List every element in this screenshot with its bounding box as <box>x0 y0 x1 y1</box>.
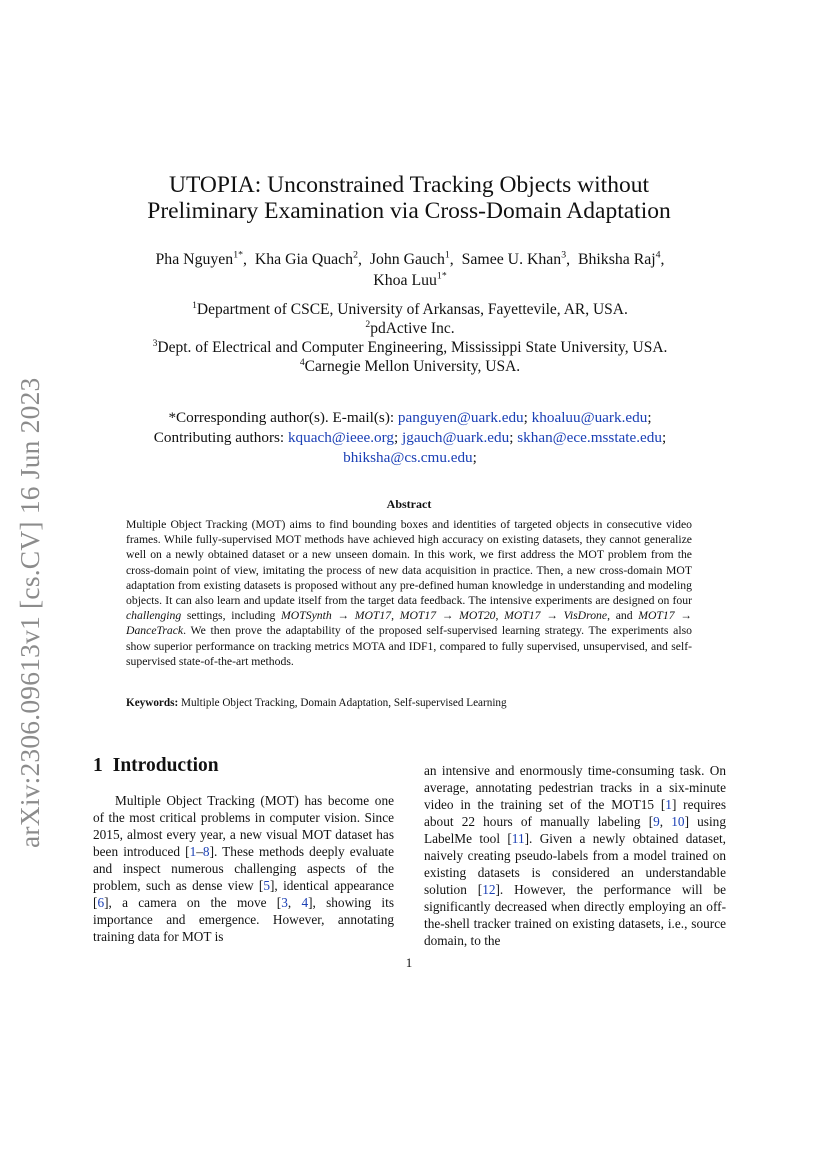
email-link[interactable]: khoaluu@uark.edu <box>531 409 648 426</box>
contact-emails <box>90 408 730 468</box>
citation-link[interactable]: 11 <box>511 831 525 846</box>
citation-link[interactable]: 4 <box>301 895 309 910</box>
corresponding-authors: *Corresponding author(s). E-mail(s): panguyen@uark.edu; khoaluu@uark.edu; <box>168 409 652 426</box>
citation-link[interactable]: 5 <box>263 878 270 893</box>
intro-right-column: an intensive and enormously time-consuming task. On average, annotating pedestrian tracks in a six-minute video in the training set of the MOT15 [1] requires about 22 hours of manually labeling [9, 10] using LabelMe tool [11]. Given a newly obtained dataset, naively creating pseudo-labels from a model trained on existing datasets is considered an understandable solution [12]. However, the performance will be significantly decreased when directly employing an off-the-shell tracker trained on existing datasets, i.e., source domain, to the <box>424 763 727 948</box>
citation-link[interactable]: 6 <box>97 895 105 910</box>
section-heading: 1 Introduction <box>93 755 219 776</box>
keywords: Keywords: Multiple Object Tracking, Domain Adaptation, Self-supervised Learning <box>126 697 507 709</box>
email-link[interactable]: jgauch@uark.edu <box>402 429 510 446</box>
author: Kha Gia Quach$^2$ <box>254 249 358 268</box>
page-number: 1 <box>405 955 413 970</box>
email-link[interactable]: skhan@ece.msstate.edu <box>517 429 662 446</box>
citation-link[interactable]: 12 <box>482 882 496 897</box>
abstract-heading: Abstract <box>386 497 432 511</box>
email-link[interactable]: bhiksha@cs.cmu.edu <box>343 449 473 466</box>
affiliation: $^3$Dept. of Electrical and Computer Engineering, Mississippi State University, USA. <box>152 337 668 356</box>
affiliation: $^4$Carnegie Mellon University, USA. <box>299 356 521 375</box>
affiliation: $^2$pdActive Inc. <box>365 318 455 337</box>
citation-link[interactable]: 10 <box>671 814 685 829</box>
email-link[interactable]: panguyen@uark.edu <box>397 409 524 426</box>
arxiv-identifier: arXiv:2306.09613v1 [cs.CV] 16 Jun 2023 <box>14 377 45 848</box>
citation-link[interactable]: 9 <box>653 814 660 829</box>
abstract-body: Multiple Object Tracking (MOT) aims to find bounding boxes and identities of targeted objects in consecutive video frames. While fully-supervised MOT methods have achieved high accuracy on existing datasets, they cannot generalize well on a newly obtained dataset or a new unseen domain. In this work, we first address the MOT problem from the cross-domain point of view, imitating the process of new data acquisition in practice. Then, a new cross-domain MOT adaptation from existing datasets is proposed without any pre-defined human knowledge in understanding and modeling objects. It can also learn and update itself from the target data feedback. The intensive experiments are designed on four challenging settings, including MOTSynth → MOT17, MOT17 → MOT20, MOT17 → VisDrone, and MOT17 → DanceTrack. We then prove the adaptability of the proposed self-supervised learning strategy. The experiments also show superior performance on tracking metrics MOTA and IDF1, compared to fully supervised, unsupervised, and self-supervised state-of-the-art methods. <box>126 518 692 668</box>
author: Samee U. Khan$^3$ <box>461 249 567 268</box>
author: Bhiksha Raj$^4$ <box>577 249 661 268</box>
author: Pha Nguyen$^{1*}$ <box>155 249 243 268</box>
citation-link[interactable]: 8 <box>202 844 210 859</box>
contributing-authors-cont: bhiksha@cs.cmu.edu; <box>343 449 477 466</box>
author: John Gauch$^1$ <box>369 249 450 268</box>
citation-link[interactable]: 3 <box>281 895 288 910</box>
author-list: Pha Nguyen$^{1*}$, Kha Gia Quach$^2$, John Gauch$^1$, Samee U. Khan$^3$, Bhiksha Raj$^4$, Khoa Luu$^{1*}$ <box>155 249 665 289</box>
title-line-2: Preliminary Examination via Cross-Domain Adaptation <box>147 198 671 224</box>
title-line-1: UTOPIA: Unconstrained Tracking Objects without <box>169 172 649 198</box>
intro-left-column: Multiple Object Tracking (MOT) has become one of the most critical problems in computer vision. Since 2015, almost every year, a new visual MOT dataset has been introduced [1–8]. These methods deeply evaluate and inspect numerous challenging aspects of the problem, such as dense view [5], identical appearance [6], a camera on the move [3, 4], showing its importance and emergence. However, annotating training data for MOT is <box>93 793 394 944</box>
email-link[interactable]: kquach@ieee.org <box>287 429 394 446</box>
paper-title <box>0 172 818 224</box>
affiliations <box>90 300 730 376</box>
affiliation: $^1$Department of CSCE, University of Arkansas, Fayettevile, AR, USA. <box>192 299 628 318</box>
author: Khoa Luu$^{1*}$ <box>373 270 447 289</box>
citation-link[interactable]: 1 <box>189 844 197 859</box>
contributing-authors: Contributing authors: kquach@ieee.org; jgauch@uark.edu; skhan@ece.msstate.edu; <box>153 429 667 446</box>
citation-link[interactable]: 1 <box>665 797 672 812</box>
